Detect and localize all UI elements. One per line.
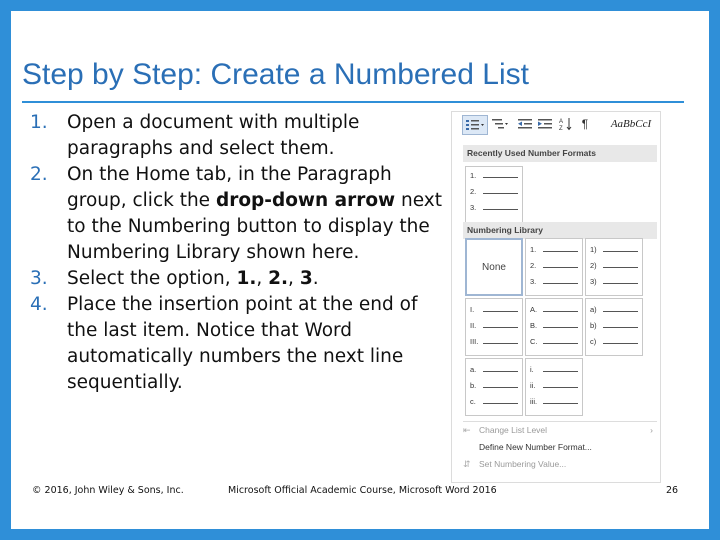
page-number: 26: [666, 485, 679, 496]
tile-marker: a.: [470, 365, 477, 374]
numbering-format-tile[interactable]: [465, 358, 523, 416]
tile-marker: a): [590, 305, 597, 314]
step-text: [67, 292, 445, 396]
step-number: 3.: [30, 268, 48, 289]
multilevel-list-icon[interactable]: [490, 115, 510, 133]
numbering-format-tile[interactable]: [525, 238, 583, 296]
step-text-bold: drop-down arrow: [215, 190, 396, 211]
decrease-indent-icon[interactable]: [516, 115, 534, 133]
step-item: [30, 162, 445, 266]
tile-marker: 3): [590, 277, 597, 286]
step-number: 4.: [30, 294, 48, 315]
svg-text:A: A: [559, 119, 564, 125]
step-text-segment: next to the Numbering button to display the Numbering Library shown here.: [67, 190, 443, 263]
step-text-bold: 2.: [268, 268, 289, 289]
define-new-number-format-item[interactable]: [463, 439, 592, 455]
numbering-format-tile[interactable]: [465, 298, 523, 356]
chevron-right-icon: ›: [650, 425, 653, 435]
recent-format-tile[interactable]: [465, 166, 523, 224]
tile-marker: c.: [470, 397, 476, 406]
footer-course: Microsoft Official Academic Course, Microsoft Word 2016: [228, 485, 497, 496]
step-item: [30, 266, 445, 292]
tile-marker: 2): [590, 261, 597, 270]
step-number: 2.: [30, 164, 48, 185]
none-label: None: [482, 262, 506, 273]
list-level-icon: ⇤: [463, 425, 471, 435]
tile-marker: 1): [590, 245, 597, 254]
tile-marker: 2.: [530, 261, 537, 270]
paragraph-mark-icon[interactable]: ¶: [581, 117, 589, 131]
recently-used-header: Recently Used Number Formats: [463, 145, 657, 162]
step-text-segment: Place the insertion point at the end of the last item. Notice that Word automatically numbers the next line sequentially.: [67, 294, 418, 393]
menu-label: Set Numbering Value...: [479, 459, 567, 469]
tile-marker: 1.: [530, 245, 537, 254]
numbering-library-dropdown: [451, 111, 661, 483]
tile-marker: 3.: [470, 203, 477, 212]
numbering-format-tile[interactable]: [585, 298, 643, 356]
tile-marker: I.: [470, 305, 475, 314]
footer-copyright: © 2016, John Wiley & Sons, Inc.: [32, 485, 184, 496]
slide-title: Step by Step: Create a Numbered List: [22, 58, 529, 91]
tile-marker: b.: [470, 381, 477, 390]
step-text-bold: 3: [299, 268, 313, 289]
numbering-format-tile[interactable]: [525, 358, 583, 416]
change-list-level-item[interactable]: [463, 422, 657, 438]
tile-marker: A.: [530, 305, 538, 314]
step-text-bold: 1.: [236, 268, 257, 289]
menu-label: Change List Level: [479, 425, 548, 435]
step-item: [30, 292, 445, 396]
tile-marker: B.: [530, 321, 538, 330]
tile-marker: II.: [470, 321, 477, 330]
step-text-segment: ,: [288, 268, 300, 289]
numbering-none-tile[interactable]: [465, 238, 523, 296]
set-value-icon: ⇵: [463, 459, 471, 469]
svg-text:Z: Z: [559, 126, 563, 131]
tile-marker: C.: [530, 337, 538, 346]
tile-marker: 1.: [470, 171, 477, 180]
tile-marker: 3.: [530, 277, 537, 286]
style-preview[interactable]: AaBbCcI: [610, 118, 652, 130]
set-numbering-value-item[interactable]: [463, 456, 566, 472]
step-text: [67, 162, 445, 266]
step-text-segment: On the Home tab, in the Paragraph group, click the: [67, 164, 392, 211]
step-text-segment: ,: [256, 268, 269, 289]
step-text: [67, 266, 445, 292]
tile-marker: i.: [530, 365, 534, 374]
tile-marker: c): [590, 337, 597, 346]
increase-indent-icon[interactable]: [536, 115, 554, 133]
step-text-segment: Select the option,: [67, 268, 237, 289]
step-number: 1.: [30, 112, 48, 133]
menu-label: Define New Number Format...: [479, 442, 592, 452]
tile-marker: III.: [470, 337, 479, 346]
tile-marker: iii.: [530, 397, 538, 406]
title-divider: [22, 101, 684, 103]
tile-marker: b): [590, 321, 597, 330]
numbered-list-icon: [465, 118, 485, 132]
step-text: [67, 110, 445, 162]
step-item: [30, 110, 445, 162]
step-text-segment: Open a document with multiple paragraphs and select them.: [67, 112, 360, 159]
steps-list: [30, 110, 445, 396]
sort-icon[interactable]: [558, 115, 574, 133]
tile-marker: ii.: [530, 381, 536, 390]
step-text-segment: .: [312, 268, 319, 289]
tile-marker: 2.: [470, 187, 477, 196]
numbering-format-tile[interactable]: [585, 238, 643, 296]
numbering-library-header: Numbering Library: [463, 222, 657, 239]
numbering-format-tile[interactable]: [525, 298, 583, 356]
numbering-button[interactable]: [462, 115, 488, 135]
